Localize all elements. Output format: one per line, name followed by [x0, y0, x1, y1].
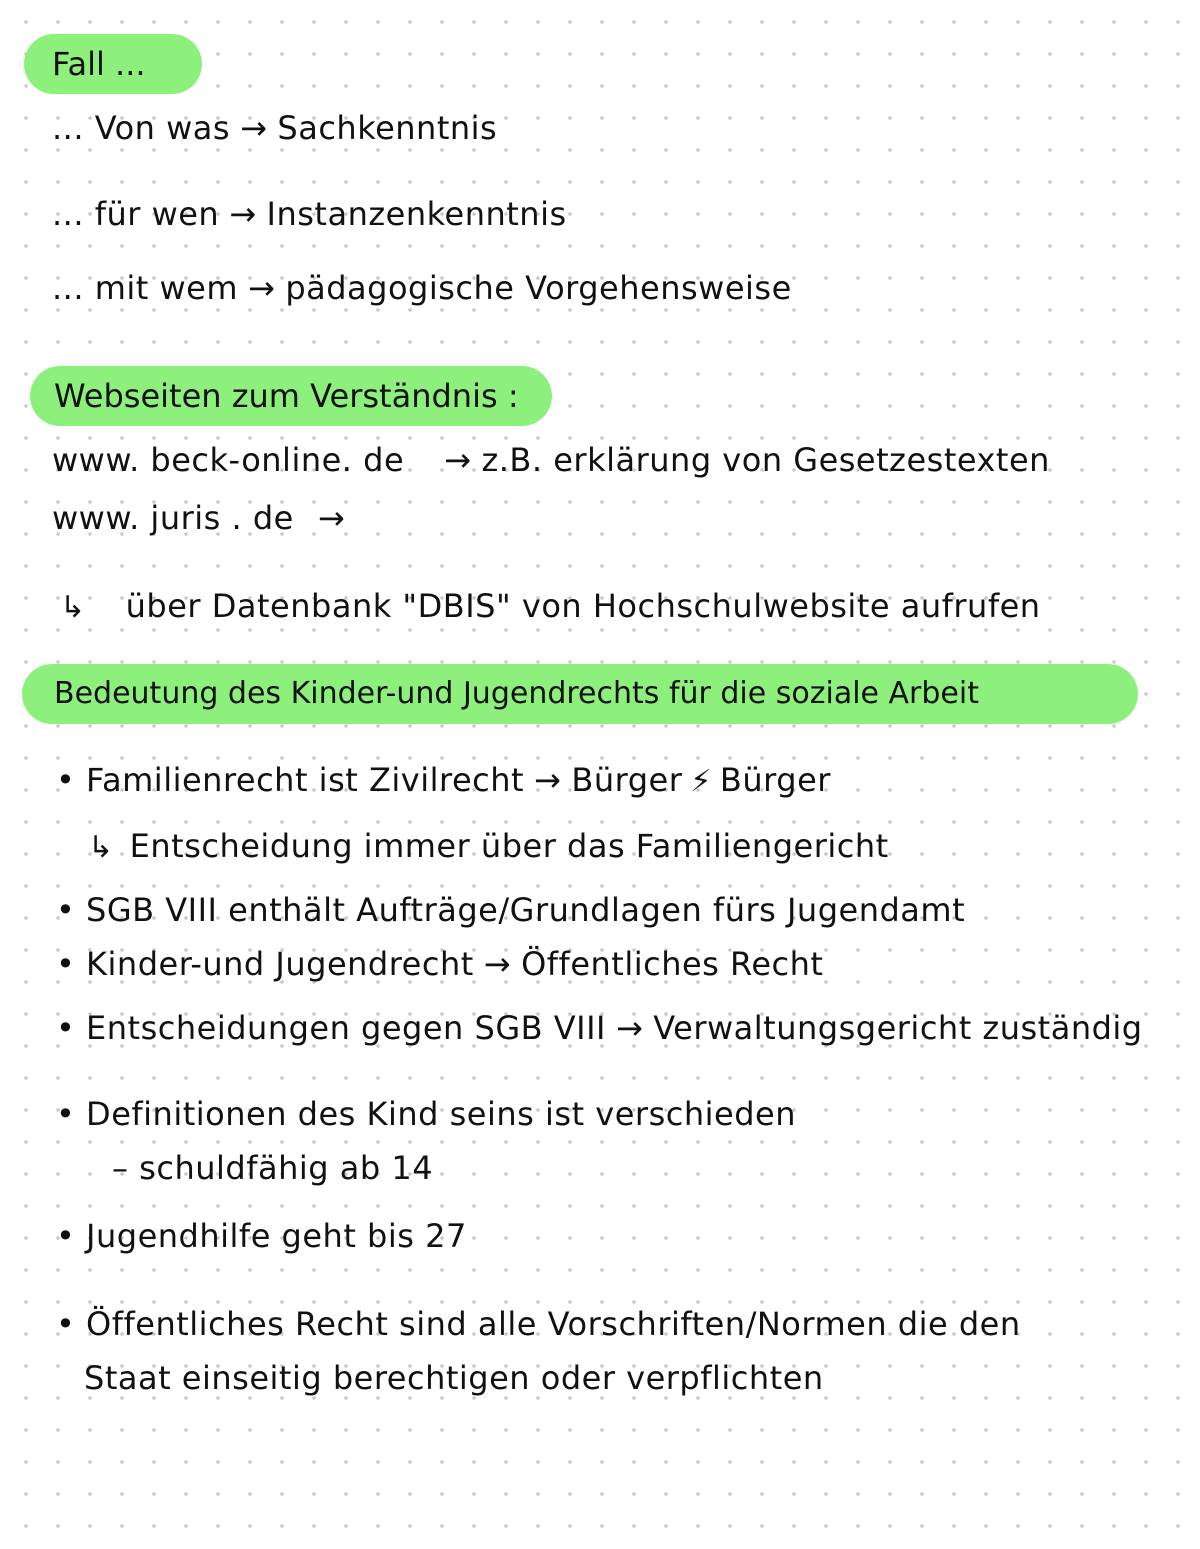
familiengericht-text: Entscheidung immer über das Familiengericht [129, 827, 889, 865]
heading-bedeutung: Bedeutung des Kinder-und Jugendrechts für die soziale Arbeit [54, 676, 979, 711]
fall-line-1 [52, 108, 497, 148]
bullet-oeffentliches-recht-2 [84, 1358, 824, 1398]
hook-arrow-icon: ↳ [88, 830, 114, 865]
bullet-kinder-jugendrecht [56, 944, 823, 984]
bullet-sgb-auftraege [56, 890, 965, 930]
website-juris-url: www. juris . de [52, 499, 294, 537]
fall-line-3-text: pädagogische Vorgehensweise [285, 269, 792, 307]
arrow-icon: → [229, 195, 257, 233]
website-beck-url: www. beck-online. de [52, 441, 405, 479]
arrow-icon: → [615, 1009, 644, 1047]
fall-line-2-prefix: ... für wen [52, 195, 220, 233]
arrow-icon: → [317, 499, 346, 537]
oeffentliches-recht: Öffentliches Recht [521, 945, 824, 983]
schuldfaehig-text: – schuldfähig ab 14 [112, 1149, 434, 1187]
arrow-icon: → [240, 109, 268, 147]
bullet-oeffentliches-recht-1 [56, 1304, 1021, 1344]
arrow-icon: → [483, 945, 512, 983]
fall-line-2 [52, 194, 567, 234]
arrow-icon: → [444, 441, 472, 479]
buerger-b: Bürger [719, 761, 831, 799]
bullet-kinder-jugendrecht-text: • Kinder-und Jugendrecht [56, 945, 474, 983]
bullet-familienrecht [56, 760, 831, 802]
bullet-entscheidungen [56, 1008, 1143, 1048]
fall-line-3 [52, 268, 792, 308]
bullet-definitionen-sub [112, 1148, 433, 1188]
bullet-definitionen [56, 1094, 796, 1134]
bullet-sgb-auftraege-text: • SGB VIII enthält Aufträge/Grundlagen fürs Jugendamt [56, 891, 966, 929]
bullet-jugendhilfe [56, 1216, 467, 1256]
heading-webseiten: Webseiten zum Verständnis : [54, 377, 519, 415]
website-beck-note: z.B. erklärung von Gesetzestexten [481, 441, 1050, 479]
fall-line-2-text: Instanzenkenntnis [266, 195, 567, 233]
hook-arrow-icon: ↳ [60, 590, 86, 625]
bullet-familienrecht-sub [88, 826, 889, 868]
bullet-familienrecht-text: • Familienrecht ist Zivilrecht [56, 761, 525, 799]
arrow-icon: → [534, 761, 562, 799]
arrow-icon: → [248, 269, 276, 307]
website-dbis-note [60, 586, 1041, 628]
fall-line-3-prefix: ... mit wem [52, 269, 238, 307]
bullet-definitionen-text: • Definitionen des Kind seins ist verschieden [56, 1095, 796, 1133]
bullet-oeffentliches-recht-text-1: • Öffentliches Recht sind alle Vorschriften/Normen die den [56, 1305, 1021, 1343]
website-beck [52, 440, 1050, 480]
lightning-icon: ⚡ [690, 764, 712, 799]
website-dbis-text: über Datenbank "DBIS" von Hochschulwebsite aufrufen [125, 587, 1041, 625]
heading-fall: Fall ... [52, 45, 146, 83]
buerger-a: Bürger [571, 761, 683, 799]
fall-line-1-prefix: ... Von was [52, 109, 231, 147]
verwaltungsgericht: Verwaltungsgericht zuständig [653, 1009, 1143, 1047]
bullet-entscheidungen-text: • Entscheidungen gegen SGB VIII [56, 1009, 606, 1047]
bullet-jugendhilfe-text: • Jugendhilfe geht bis 27 [56, 1217, 467, 1255]
fall-line-1-text: Sachkenntnis [277, 109, 498, 147]
website-juris [52, 498, 355, 538]
bullet-oeffentliches-recht-text-2: Staat einseitig berechtigen oder verpflichten [84, 1359, 824, 1397]
